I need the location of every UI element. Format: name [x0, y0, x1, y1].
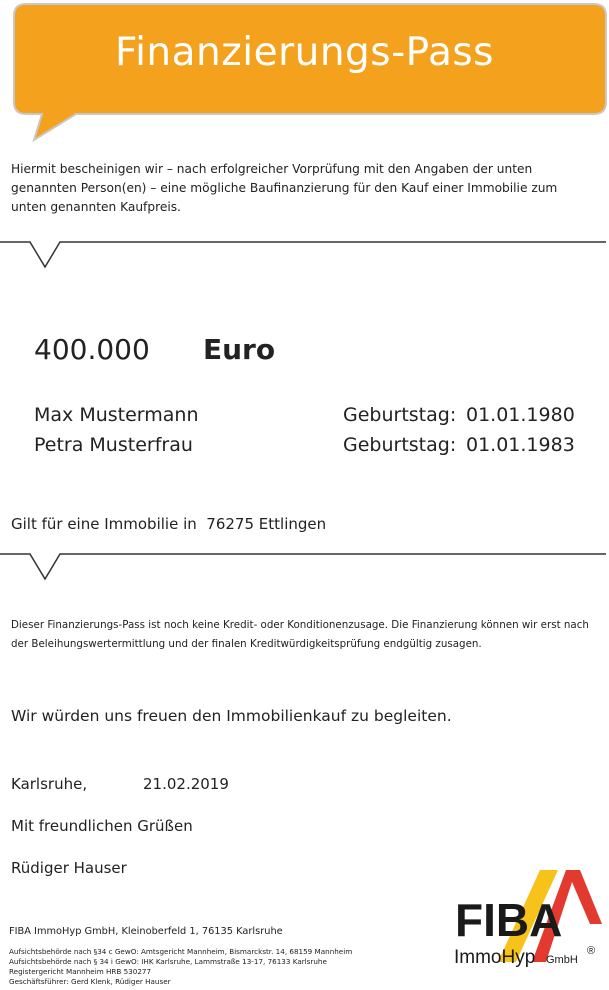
intro-text: Hiermit bescheinigen wir – nach erfolgreicher Vorprüfung mit den Angaben der unten genannten Person(en) – eine mögliche Baufinanzierung für den Kauf einer Immobilie zum unten genannten Kaufpreis. — [11, 162, 558, 214]
birthday-label: Geburtstag: — [343, 434, 457, 456]
date: 21.02.2019 — [143, 775, 229, 793]
place: Karlsruhe, — [11, 775, 88, 793]
property-label: Gilt für eine Immobilie in — [11, 515, 197, 533]
amount-currency: Euro — [203, 333, 276, 366]
person-name: Petra Musterfrau — [34, 434, 193, 456]
legal-line: Registergericht Mannheim HRB 530277 — [9, 967, 152, 976]
property-line — [11, 515, 326, 533]
divider-arrow — [0, 548, 609, 582]
disclaimer-text: Dieser Finanzierungs-Pass ist noch keine Kredit- oder Konditionenzusage. Die Finanzierung können wir erst nach der Beleihungswertermittlung und der finalen Kreditwürdigkeitsprüfung endgültig zusagen. — [11, 619, 589, 650]
greeting: Mit freundlichen Grüßen — [11, 817, 193, 835]
property-location: 76275 Ettlingen — [206, 515, 327, 533]
company-address: FIBA ImmoHyp GmbH, Kleinoberfeld 1, 76135 Karlsruhe — [9, 926, 283, 937]
person-name: Max Mustermann — [34, 404, 199, 426]
legal-line: Aufsichtsbehörde nach § 34 i GewO: IHK Karlsruhe, Lammstraße 13-17, 76133 Karlsruhe — [9, 957, 327, 966]
fiba-logo — [440, 862, 605, 987]
amount-value: 400.000 — [34, 333, 150, 366]
legal-line: Aufsichtsbehörde nach §34 c GewO: Amtsgericht Mannheim, Bismarckstr. 14, 68159 Mannheim — [9, 947, 353, 956]
closing-text: Wir würden uns freuen den Immobilienkauf zu begleiten. — [11, 707, 452, 725]
birthday-value: 01.01.1980 — [466, 404, 575, 426]
legal-line: Geschäftsführer: Gerd Klenk, Rüdiger Hauser — [9, 977, 171, 986]
divider-arrow — [0, 236, 609, 270]
page-title: Finanzierungs-Pass — [115, 30, 494, 75]
birthday-label: Geburtstag: — [343, 404, 457, 426]
signer-name: Rüdiger Hauser — [11, 859, 127, 877]
logo-suffix: GmbH — [546, 954, 578, 966]
logo-sub: ImmoHyp — [454, 947, 536, 968]
logo-name: FIBA — [455, 894, 563, 946]
header-banner — [0, 0, 609, 150]
logo-registered-mark: ® — [587, 945, 596, 957]
birthday-value: 01.01.1983 — [466, 434, 575, 456]
